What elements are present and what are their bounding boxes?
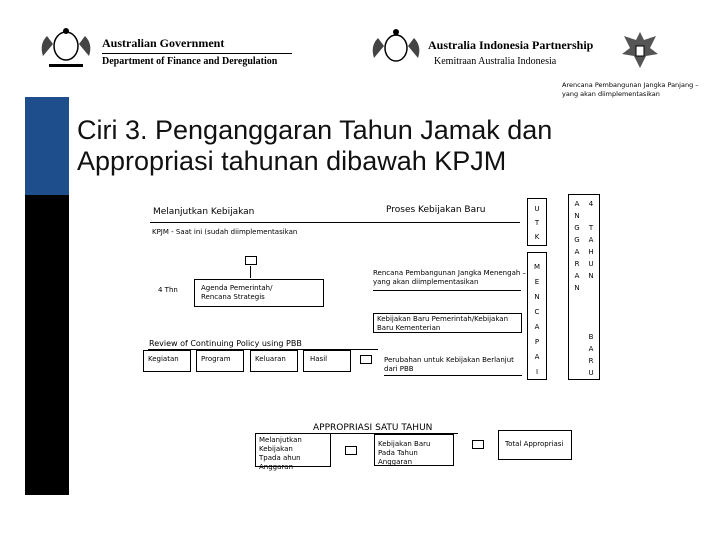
total-label: Total Appropriasi bbox=[505, 440, 564, 448]
label-4-years: 4 Thn bbox=[158, 286, 178, 294]
side-strip-black bbox=[25, 195, 69, 495]
col-anggaran-letters bbox=[571, 198, 583, 294]
left-logo-line1: Australian Government bbox=[102, 36, 225, 50]
header-right-logo bbox=[368, 26, 668, 76]
vertical-letter: P bbox=[534, 338, 540, 346]
vertical-letter: B bbox=[588, 333, 594, 341]
vertical-letter: G bbox=[574, 224, 580, 232]
vertical-letter: G bbox=[574, 236, 580, 244]
review-item-label: Keluaran bbox=[255, 355, 286, 363]
small-box-center bbox=[345, 446, 357, 455]
vertical-letter: I bbox=[535, 368, 539, 376]
vertical-letter bbox=[585, 210, 597, 222]
agenda-box bbox=[194, 279, 324, 307]
vertical-letter: A bbox=[534, 323, 540, 331]
continue-old-line1: Melanjutkan Kebijakan bbox=[259, 436, 302, 453]
page-title-line2: Appropriasi tahunan dibawah KPJM bbox=[77, 146, 507, 176]
continue-old-line2: Tpada ahun Anggaran bbox=[259, 454, 301, 471]
side-strip-blue bbox=[25, 97, 69, 195]
small-box-right-bottom bbox=[472, 440, 484, 449]
vertical-letter: N bbox=[574, 284, 580, 292]
coat-of-arms-icon bbox=[368, 26, 424, 72]
page-title bbox=[77, 115, 677, 177]
vertical-letter: T bbox=[534, 219, 540, 227]
vertical-letter: A bbox=[574, 248, 580, 256]
new-budget-line1: Kebijakan Baru bbox=[378, 440, 431, 448]
vertical-letter: E bbox=[534, 278, 540, 286]
vertical-letter: H bbox=[588, 248, 594, 256]
review-item-label: Kegiatan bbox=[148, 355, 179, 363]
new-policy-box bbox=[373, 313, 522, 333]
vertical-letter: M bbox=[533, 263, 541, 271]
rpjm-label bbox=[373, 269, 526, 287]
change-divider bbox=[384, 375, 522, 376]
header-note bbox=[562, 81, 712, 99]
continue-old-box bbox=[255, 433, 331, 471]
garuda-icon bbox=[620, 28, 660, 72]
review-item-label: Hasil bbox=[310, 355, 328, 363]
col-utk-letters bbox=[527, 202, 547, 244]
vertical-letter: A bbox=[574, 200, 580, 208]
vertical-letter: U bbox=[588, 260, 594, 268]
small-box-top bbox=[245, 256, 257, 265]
rpjm-divider bbox=[373, 290, 521, 291]
col-baru-letters bbox=[584, 331, 598, 379]
col-4-tahun-letters bbox=[585, 198, 597, 282]
top-divider bbox=[150, 222, 520, 223]
vertical-letter: R bbox=[588, 357, 594, 365]
vertical-letter: 4 bbox=[588, 200, 594, 208]
new-policy-line2: Baru Kementerian bbox=[377, 324, 441, 332]
change-line2: dari PBB bbox=[384, 365, 414, 373]
vertical-letter: A bbox=[574, 272, 580, 280]
header-left-logo bbox=[35, 26, 295, 76]
vertical-letter: U bbox=[534, 205, 540, 213]
review-box-program bbox=[196, 350, 244, 372]
appropriation-label: APPROPRIASI SATU TAHUN bbox=[313, 423, 433, 433]
label-new-policy-process: Proses Kebijakan Baru bbox=[386, 205, 486, 215]
logo-divider bbox=[102, 53, 292, 54]
vertical-letter: A bbox=[588, 236, 594, 244]
page-title-line1: Ciri 3. Penganggaran Tahun Jamak dan bbox=[77, 115, 553, 145]
vertical-letter: N bbox=[574, 212, 580, 220]
vertical-letter: A bbox=[534, 353, 540, 361]
col-mencapai-letters bbox=[527, 260, 547, 380]
new-budget-box bbox=[374, 434, 454, 466]
review-box-kegiatan bbox=[143, 350, 191, 372]
header-note-line2: yang akan diimplementasikan bbox=[562, 90, 660, 98]
vertical-letter: K bbox=[534, 233, 540, 241]
left-logo-line2: Department of Finance and Deregulation bbox=[102, 56, 278, 67]
rpjm-line1: Rencana Pembangunan Jangka Menengah – bbox=[373, 269, 527, 277]
agenda-line2: Rencana Strategis bbox=[201, 293, 265, 301]
new-budget-line2: Pada Tahun Anggaran bbox=[378, 449, 418, 466]
label-kpjm: KPJM - Saat ini (sudah diimplementasikan bbox=[152, 228, 298, 236]
review-box-hasil bbox=[303, 350, 351, 372]
review-item-label: Program bbox=[201, 355, 231, 363]
vertical-letter: A bbox=[588, 345, 594, 353]
coat-of-arms-icon bbox=[35, 26, 97, 72]
change-label bbox=[384, 356, 514, 374]
vertical-letter: R bbox=[574, 260, 580, 268]
vertical-letter: N bbox=[534, 293, 540, 301]
new-policy-line1: Kebijakan Baru Pemerintah/Kebijakan bbox=[377, 315, 509, 323]
agenda-line1: Agenda Pemerintah/ bbox=[201, 284, 273, 292]
total-appropriation-box bbox=[498, 430, 572, 460]
review-box-keluaran bbox=[250, 350, 298, 372]
vertical-letter: C bbox=[534, 308, 540, 316]
rpjm-line2: yang akan diimplementasikan bbox=[373, 278, 479, 286]
header-note-line1: Arencana Pembangunan Jangka Panjang – bbox=[562, 81, 699, 89]
right-logo-line2: Kemitraan Australia Indonesia bbox=[434, 56, 557, 67]
vertical-letter: N bbox=[588, 272, 594, 280]
arrow-down bbox=[250, 266, 251, 278]
review-label: Review of Continuing Policy using PBB bbox=[149, 339, 302, 348]
right-logo-line1: Australia Indonesia Partnership bbox=[428, 38, 594, 52]
label-continue-policy: Melanjutkan Kebijakan bbox=[153, 207, 255, 217]
vertical-letter: T bbox=[588, 224, 594, 232]
change-line1: Perubahan untuk Kebijakan Berlanjut bbox=[384, 356, 514, 364]
small-box-right bbox=[360, 355, 372, 364]
vertical-letter: U bbox=[588, 369, 594, 377]
